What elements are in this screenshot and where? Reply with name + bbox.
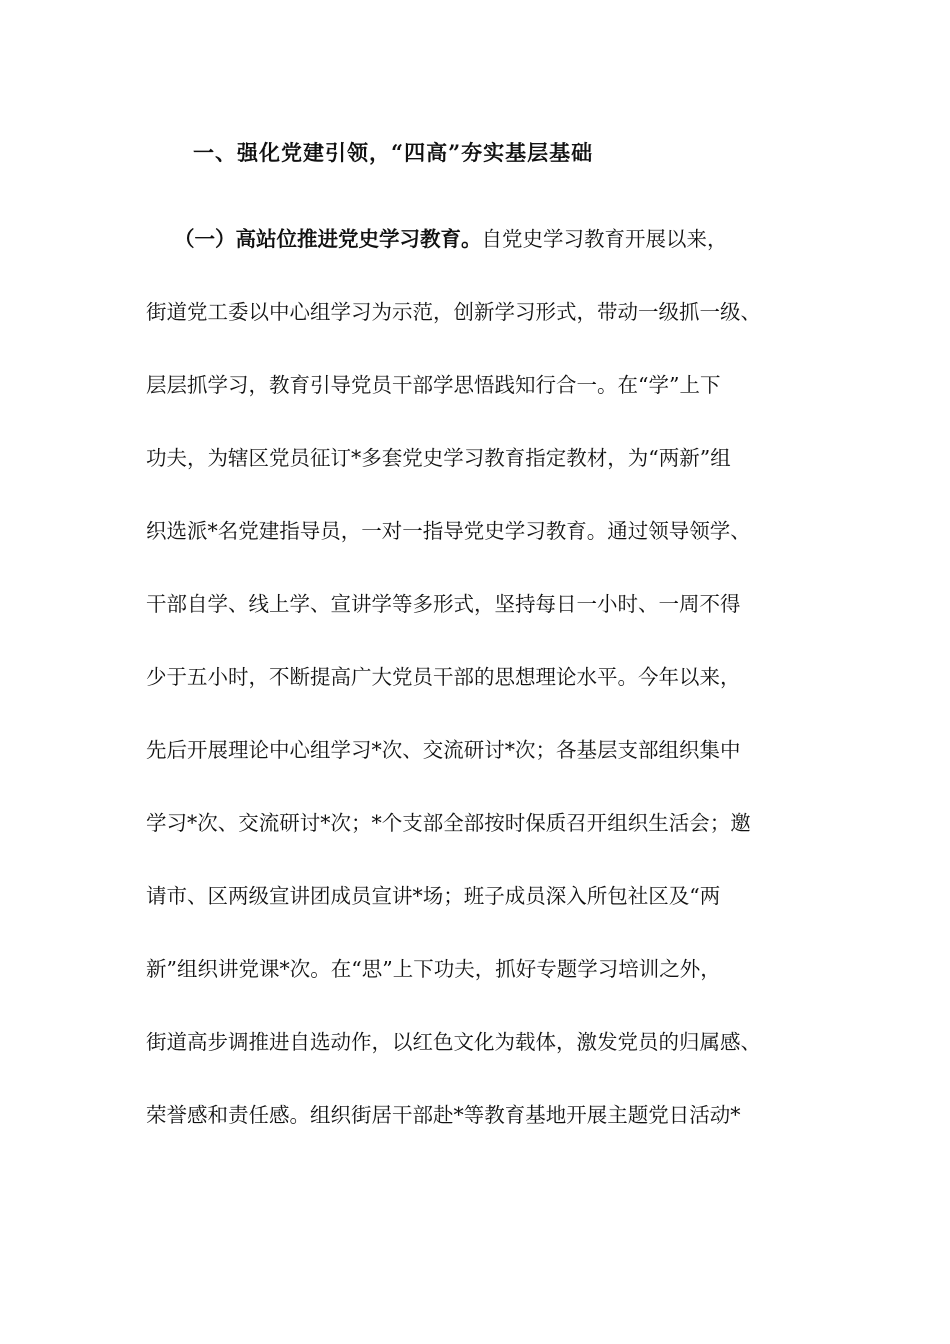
paragraph-line: 学习*次、交流研讨*次；*个支部全部按时保质召开组织生活会；邀 (146, 811, 751, 835)
paragraph-line: 织选派*名党建指导员，一对一指导党史学习教育。通过领导领学、 (146, 519, 751, 543)
paragraph-line: 荣誉感和责任感。组织街居干部赴*等教育基地开展主题党日活动* (146, 1103, 741, 1127)
paragraph-line: 干部自学、线上学、宣讲学等多形式，坚持每日一小时、一周不得 (146, 592, 741, 616)
paragraph-line: 新”组织讲党课*次。在“思”上下功夫，抓好专题学习培训之外， (146, 957, 721, 981)
paragraph-line: 功夫，为辖区党员征订*多套党史学习教育指定教材，为“两新”组 (146, 446, 731, 470)
paragraph-line: 请市、区两级宣讲团成员宣讲*场；班子成员深入所包社区及“两 (146, 884, 721, 908)
section-heading: 一、强化党建引领，“四高”夯实基层基础 (193, 140, 594, 165)
subsection-title: （一）高站位推进党史学习教育。 (174, 227, 482, 251)
paragraph-line: 街道党工委以中心组学习为示范，创新学习形式，带动一级抓一级、 (146, 300, 761, 324)
paragraph-line: 少于五小时，不断提高广大党员干部的思想理论水平。今年以来， (146, 665, 741, 689)
paragraph-line: 先后开展理论中心组学习*次、交流研讨*次；各基层支部组织集中 (146, 738, 741, 762)
paragraph-first-line (174, 224, 728, 254)
paragraph-lead-text: 自党史学习教育开展以来， (481, 227, 728, 251)
paragraph-line: 层层抓学习，教育引导党员干部学思悟践知行合一。在“学”上下 (146, 373, 721, 397)
paragraph-line: 街道高步调推进自选动作，以红色文化为载体，激发党员的归属感、 (146, 1030, 761, 1054)
